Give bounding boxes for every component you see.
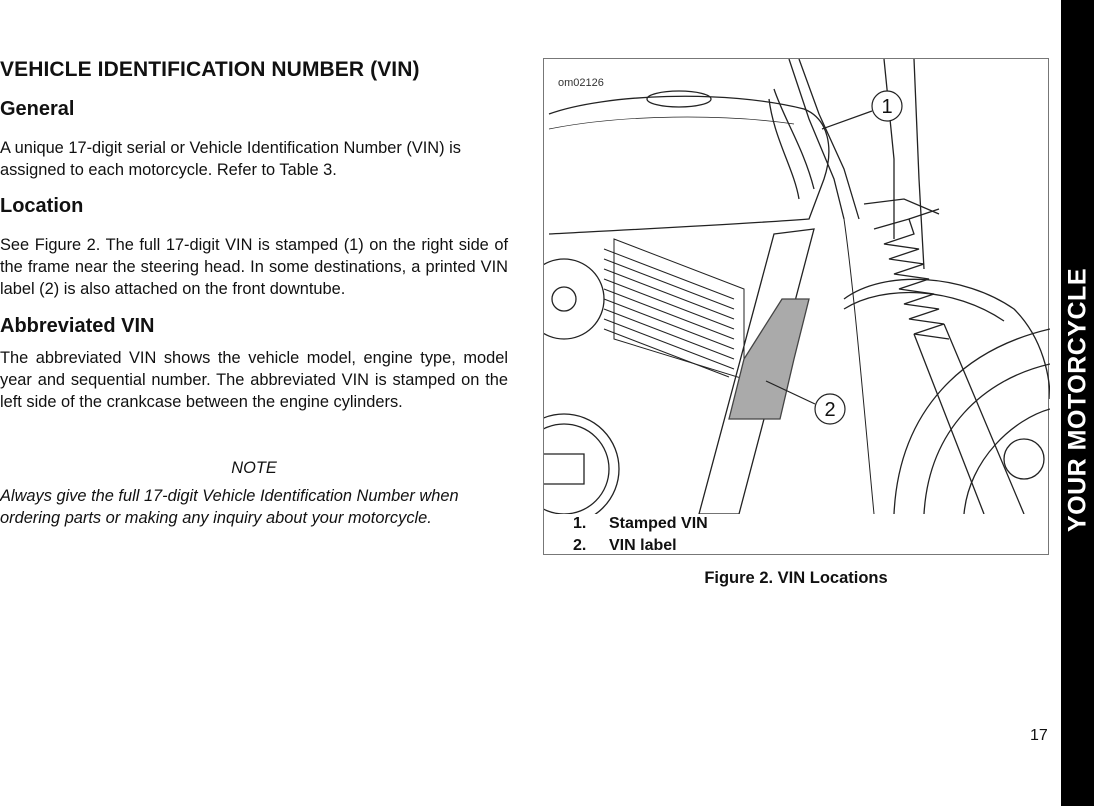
callout-1: 1 [881, 96, 893, 118]
figure-caption: Figure 2. VIN Locations [704, 569, 888, 587]
figure-id: om02126 [558, 77, 604, 89]
legend-label: VIN label [609, 537, 677, 554]
figure-vin-locations [543, 58, 1049, 555]
heading-general: General [0, 98, 75, 120]
paragraph-abbreviated-vin: The abbreviated VIN shows the vehicle model, engine type, model year and sequential number. The abbreviated VIN is stamped on the left side of the crankcase between the engine cylinders. [0, 349, 508, 411]
paragraph-general: A unique 17-digit serial or Vehicle Identification Number (VIN) is assigned to each motorcycle. Refer to Table 3. [0, 139, 461, 179]
figure-legend [573, 513, 708, 557]
callout-2: 2 [824, 399, 836, 421]
chapter-side-tab [1061, 0, 1094, 806]
legend-item [573, 513, 708, 535]
note-body: Always give the full 17-digit Vehicle Identification Number when ordering parts or making any inquiry about your motorcycle. [0, 487, 459, 527]
legend-number: 1. [573, 515, 587, 532]
page-title: VEHICLE IDENTIFICATION NUMBER (VIN) [0, 58, 420, 81]
main-text-column [0, 58, 508, 527]
note-title: NOTE [231, 459, 277, 477]
heading-location: Location [0, 195, 84, 217]
paragraph-location: See Figure 2. The full 17-digit VIN is stamped (1) on the right side of the frame near the steering head. In some destinations, a printed VIN label (2) is also attached on the front downtube. [0, 236, 508, 298]
legend-item [573, 535, 708, 557]
legend-number: 2. [573, 537, 587, 554]
side-tab-label: YOUR MOTORCYCLE [1063, 268, 1091, 532]
heading-abbreviated-vin: Abbreviated VIN [0, 315, 155, 337]
legend-label: Stamped VIN [609, 515, 708, 532]
page-number: 17 [1030, 727, 1048, 744]
motorcycle-illustration [544, 59, 1050, 514]
